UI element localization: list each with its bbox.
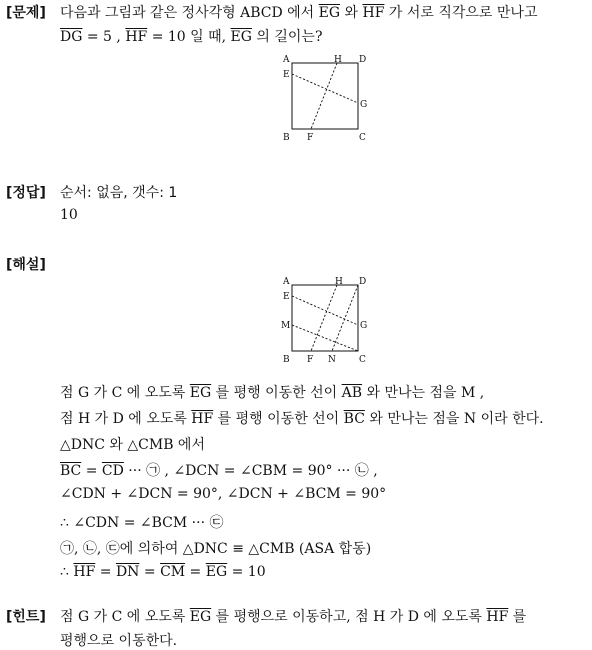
label-m: M	[281, 321, 291, 331]
label-b: B	[283, 133, 290, 143]
segment-dg: $\overline{DG}$	[60, 29, 83, 45]
label-f: F	[307, 133, 314, 143]
label-f: F	[307, 355, 314, 365]
solution-line-1: 점 G 가 C 에 오도록 $\overline{EG}$ 를 평행 이동한 선이 $\overline{AB}$ 와 만나는 점을 M ,	[60, 385, 485, 401]
solution-label: [해설]	[6, 257, 46, 273]
line-eg	[292, 296, 358, 325]
answer-value: 10	[60, 207, 78, 223]
problem-figure	[278, 52, 374, 148]
solution-line-2: 점 H 가 D 에 오도록 $\overline{HF}$ 를 평행 이동한 선이 $\overline{BC}$ 와 만나는 점을 N 이라 한다.	[60, 411, 544, 427]
label-h: H	[334, 55, 342, 65]
label-d: D	[359, 277, 367, 287]
label-c: C	[359, 355, 366, 365]
solution-line-7: ㉠, ㉡, ㉢에 의하여 △DNC ≡ △CMB (ASA 합동)	[60, 541, 372, 557]
label-g: G	[360, 100, 368, 110]
label-e: E	[283, 70, 290, 80]
label-e: E	[283, 292, 290, 302]
label-g: G	[360, 321, 368, 331]
solution-line-3: △DNC 와 △CMB 에서	[60, 437, 205, 453]
solution-line-8: ∴ $\overline{HF} = \overline{DN} = \overline{CM} = \overline{EG} = 10$	[60, 564, 266, 580]
line-cm	[292, 325, 358, 351]
segment-hf: $\overline{HF}$	[362, 5, 385, 21]
label-n: N	[328, 355, 336, 365]
problem-line-2: $\overline{DG} = 5$ , $\overline{HF} = 10$ 일 때, $\overline{EG}$ 의 길이는?	[60, 29, 323, 45]
answer-meta: 순서: 없음, 갯수: 1	[60, 185, 178, 201]
hint-line-1: 점 G 가 C 에 오도록 $\overline{EG}$ 를 평행으로 이동하고, 점 H 가 D 에 오도록 $\overline{HF}$ 를	[60, 609, 527, 625]
label-h: H	[335, 277, 343, 287]
segment-eg: $\overline{EG}$	[318, 5, 341, 21]
label-b: B	[283, 355, 290, 365]
line-hf	[311, 63, 337, 129]
answer-label: [정답]	[6, 185, 46, 201]
problem-label: [문제]	[6, 5, 46, 21]
label-c: C	[359, 133, 366, 143]
solution-line-5: ∠CDN + ∠DCN = 90°, ∠DCN + ∠BCM = 90°	[60, 486, 387, 502]
line-eg	[292, 74, 358, 103]
problem-line-1: 다음과 그림과 같은 정사각형 ABCD 에서 $\overline{EG}$ 와 $\overline{HF}$ 가 서로 직각으로 만나고	[60, 5, 538, 21]
label-a: A	[283, 277, 290, 287]
label-d: D	[359, 55, 367, 65]
solution-figure	[278, 273, 374, 369]
solution-line-6: ∴ ∠CDN = ∠BCM ··· ㉢	[60, 515, 224, 531]
hint-label: [힌트]	[6, 609, 46, 625]
solution-line-4: $\overline{BC} = \overline{CD}$ ··· ㉠ , ∠DCN = ∠CBM = 90° ··· ㉡ ,	[60, 463, 378, 479]
label-a: A	[283, 55, 290, 65]
hint-line-2: 평행으로 이동한다.	[60, 633, 178, 649]
line-dn	[332, 285, 358, 351]
